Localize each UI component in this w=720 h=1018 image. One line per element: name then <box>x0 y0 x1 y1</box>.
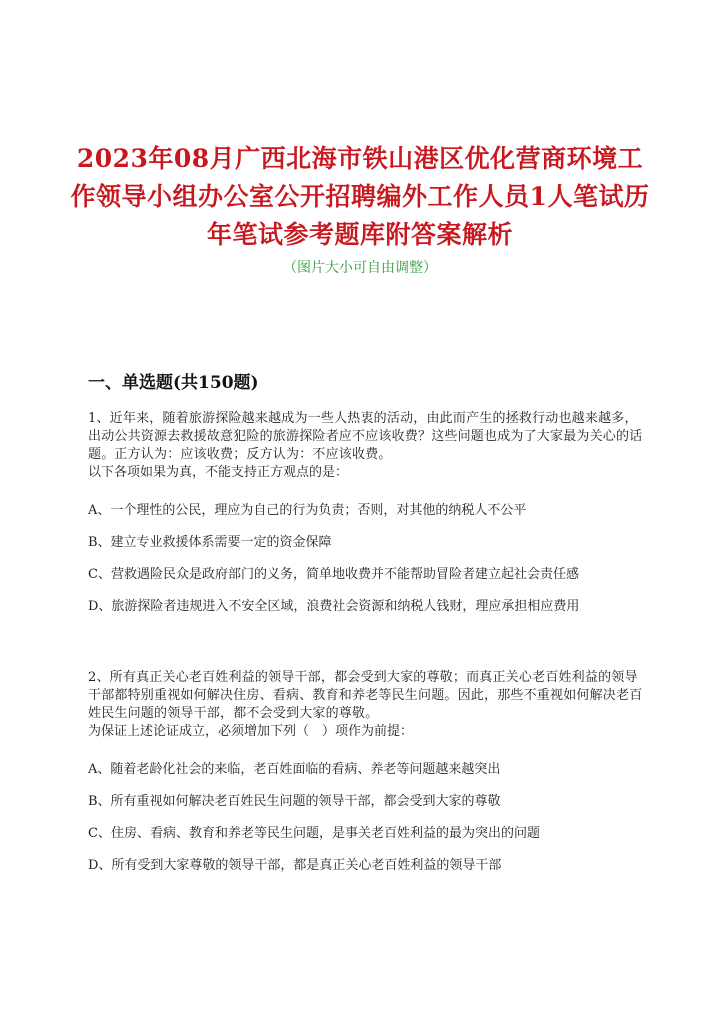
option-c: C、住房、看病、教育和养老等民生问题，是事关老百姓利益的最为突出的问题 <box>88 826 540 841</box>
question-prompt: 为保证上述论证成立，必须增加下列（ ）项作为前提： <box>88 724 414 739</box>
option-d: D、旅游探险者违规进入不安全区域，浪费社会资源和纳税人钱财，理应承担相应费用 <box>88 599 580 614</box>
option-d: D、所有受到大家尊敬的领导干部，都是真正关心老百姓利益的领导干部 <box>88 858 502 873</box>
document-title: 2023年08月广西北海市铁山港区优化营商环境工作领导小组办公室公开招聘编外工作人员1人笔试历年笔试参考题库附答案解析 <box>70 144 650 249</box>
question-2 <box>88 669 648 873</box>
document-subtitle: （图片大小可自由调整） <box>283 260 437 276</box>
question-prompt: 以下各项如果为真，不能支持正方观点的是： <box>88 465 349 480</box>
question-1 <box>88 410 648 614</box>
option-a: A、随着老龄化社会的来临，老百姓面临的看病、养老等问题越来越突出 <box>88 762 501 777</box>
section-heading: 一、单选题(共150题) <box>88 373 259 393</box>
option-a: A、一个理性的公民，理应为自己的行为负责；否则，对其他的纳税人不公平 <box>88 503 527 518</box>
option-b: B、建立专业救援体系需要一定的资金保障 <box>88 535 332 550</box>
option-c: C、营救遇险民众是政府部门的义务，简单地收费并不能帮助冒险者建立起社会责任感 <box>88 567 579 582</box>
question-stem: 2、所有真正关心老百姓利益的领导干部，都会受到大家的尊敬；而真正关心老百姓利益的领导干部都特别重视如何解决住房、看病、教育和养老等民生问题。因此，那些不重视如何解决老百姓民生问题的领导干部，都不会受到大家的尊敬。 <box>88 670 643 721</box>
option-b: B、所有重视如何解决老百姓民生问题的领导干部，都会受到大家的尊敬 <box>88 794 501 809</box>
question-stem: 1、近年来，随着旅游探险越来越成为一些人热衷的活动，由此而产生的拯救行动也越来越多，出动公共资源去救援故意犯险的旅游探险者应不应该收费？这些问题也成为了大家最为关心的话题。正方认为：应该收费；反方认为：不应该收费。 <box>88 411 643 462</box>
